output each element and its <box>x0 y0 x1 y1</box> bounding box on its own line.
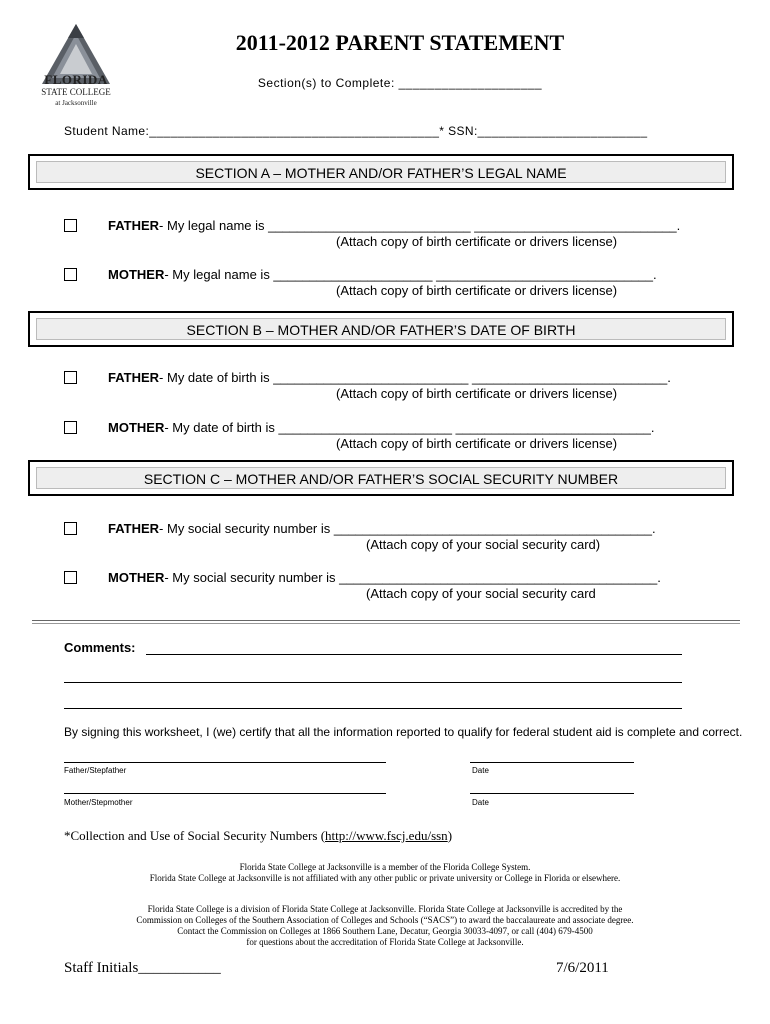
comments-line-3[interactable] <box>64 708 682 709</box>
mother-ssn-row[interactable] <box>108 570 661 585</box>
footer-line: Commission on Colleges of the Southern Association of Colleges and Schools (“SACS”) to award the baccalaureate and associate degree. <box>136 915 634 925</box>
section-b-title: SECTION B – MOTHER AND/OR FATHER’S DATE OF BIRTH <box>36 318 726 340</box>
divider <box>32 620 740 621</box>
ssn-collection-notice <box>64 828 452 844</box>
mother-legal-name-note: (Attach copy of birth certificate or drivers license) <box>336 283 618 298</box>
father-signature-line[interactable] <box>64 762 386 763</box>
mother-signature-line[interactable] <box>64 793 386 794</box>
father-dob-checkbox[interactable] <box>64 371 77 384</box>
mother-legal-name-text: - My legal name is ______________________ ______________________________. <box>164 267 657 282</box>
mother-date-line[interactable] <box>470 793 634 794</box>
mother-signature-label: Mother/Stepmother <box>64 798 133 807</box>
ssn-policy-link[interactable]: http://www.fscj.edu/ssn <box>325 828 448 843</box>
mother-dob-note: (Attach copy of birth certificate or drivers license) <box>336 436 618 451</box>
staff-initials-field[interactable]: Staff Initials___________ <box>64 960 221 976</box>
section-c-header <box>28 460 734 496</box>
father-dob-note: (Attach copy of birth certificate or drivers license) <box>336 386 618 401</box>
father-label: FATHER <box>108 218 160 233</box>
mother-ssn-checkbox[interactable] <box>64 571 77 584</box>
comments-label: Comments: <box>64 640 136 655</box>
footer-line: for questions about the accreditation of Florida State College at Jacksonville. <box>246 937 524 947</box>
father-legal-name-row[interactable] <box>108 218 680 233</box>
logo-subtext: STATE COLLEGE <box>41 87 111 97</box>
mother-ssn-note: (Attach copy of your social security card <box>366 586 596 601</box>
father-date-line[interactable] <box>470 762 634 763</box>
mother-date-label: Date <box>472 798 489 807</box>
father-ssn-text: - My social security number is ____________________________________________. <box>159 521 656 536</box>
footer-accreditation <box>60 904 710 948</box>
page-title: 2011-2012 PARENT STATEMENT <box>235 30 565 55</box>
father-signature-label: Father/Stepfather <box>64 766 127 775</box>
footer-line: Contact the Commission on Colleges at 1866 Southern Lane, Decatur, Georgia 30033-4097, or call (404) 679-4500 <box>177 926 593 936</box>
section-b-header <box>28 311 734 347</box>
ssn-collection-prefix: *Collection and Use of Social Security Numbers ( <box>64 828 326 843</box>
father-dob-row[interactable] <box>108 370 671 385</box>
mother-dob-row[interactable] <box>108 420 654 435</box>
father-ssn-checkbox[interactable] <box>64 522 77 535</box>
section-c-title: SECTION C – MOTHER AND/OR FATHER’S SOCIAL SECURITY NUMBER <box>36 467 726 489</box>
certification-text: By signing this worksheet, I (we) certify that all the information reported to qualify for federal student aid is complete and correct. <box>64 725 743 739</box>
mother-ssn-text: - My social security number is ____________________________________________. <box>164 570 661 585</box>
comments-line-2[interactable] <box>64 682 682 683</box>
father-label: FATHER <box>108 370 160 385</box>
divider <box>32 623 740 624</box>
footer-line: Florida State College at Jacksonville is a member of the Florida College System. <box>239 862 531 872</box>
father-ssn-note: (Attach copy of your social security card) <box>366 537 601 552</box>
footer-line: Florida State College is a division of Florida State College at Jacksonville. Florida State College at Jacksonville is accredited by the <box>147 904 623 914</box>
mother-label: MOTHER <box>108 570 165 585</box>
father-legal-name-checkbox[interactable] <box>64 219 77 232</box>
comments-line-1[interactable] <box>146 654 682 655</box>
mother-dob-checkbox[interactable] <box>64 421 77 434</box>
section-a-title: SECTION A – MOTHER AND/OR FATHER’S LEGAL NAME <box>36 161 726 183</box>
document-date: 7/6/2011 <box>556 960 609 976</box>
student-name-ssn-field[interactable]: Student Name:_________________________________________* SSN:________________________ <box>64 124 648 138</box>
section-a-header <box>28 154 734 190</box>
father-label: FATHER <box>108 521 160 536</box>
mother-legal-name-row[interactable] <box>108 267 657 282</box>
mother-label: MOTHER <box>108 420 165 435</box>
sections-to-complete-field[interactable]: Section(s) to Complete: ____________________ <box>257 76 543 90</box>
father-dob-text: - My date of birth is ___________________________ ___________________________. <box>159 370 671 385</box>
mother-label: MOTHER <box>108 267 165 282</box>
mother-dob-text: - My date of birth is ________________________ ___________________________. <box>164 420 655 435</box>
mother-legal-name-checkbox[interactable] <box>64 268 77 281</box>
father-ssn-row[interactable] <box>108 521 656 536</box>
logo-subtext-small: at Jacksonville <box>55 99 97 107</box>
footer-line: Florida State College at Jacksonville is not affiliated with any other public or private university or College in Florida or elsewhere. <box>149 873 621 883</box>
ssn-collection-suffix: ) <box>447 828 453 843</box>
footer-membership <box>60 862 710 884</box>
father-legal-name-text: - My legal name is ____________________________ ____________________________. <box>159 218 681 233</box>
logo-text: FLORIDA <box>44 72 108 87</box>
father-legal-name-note: (Attach copy of birth certificate or drivers license) <box>336 234 618 249</box>
father-date-label: Date <box>472 766 489 775</box>
